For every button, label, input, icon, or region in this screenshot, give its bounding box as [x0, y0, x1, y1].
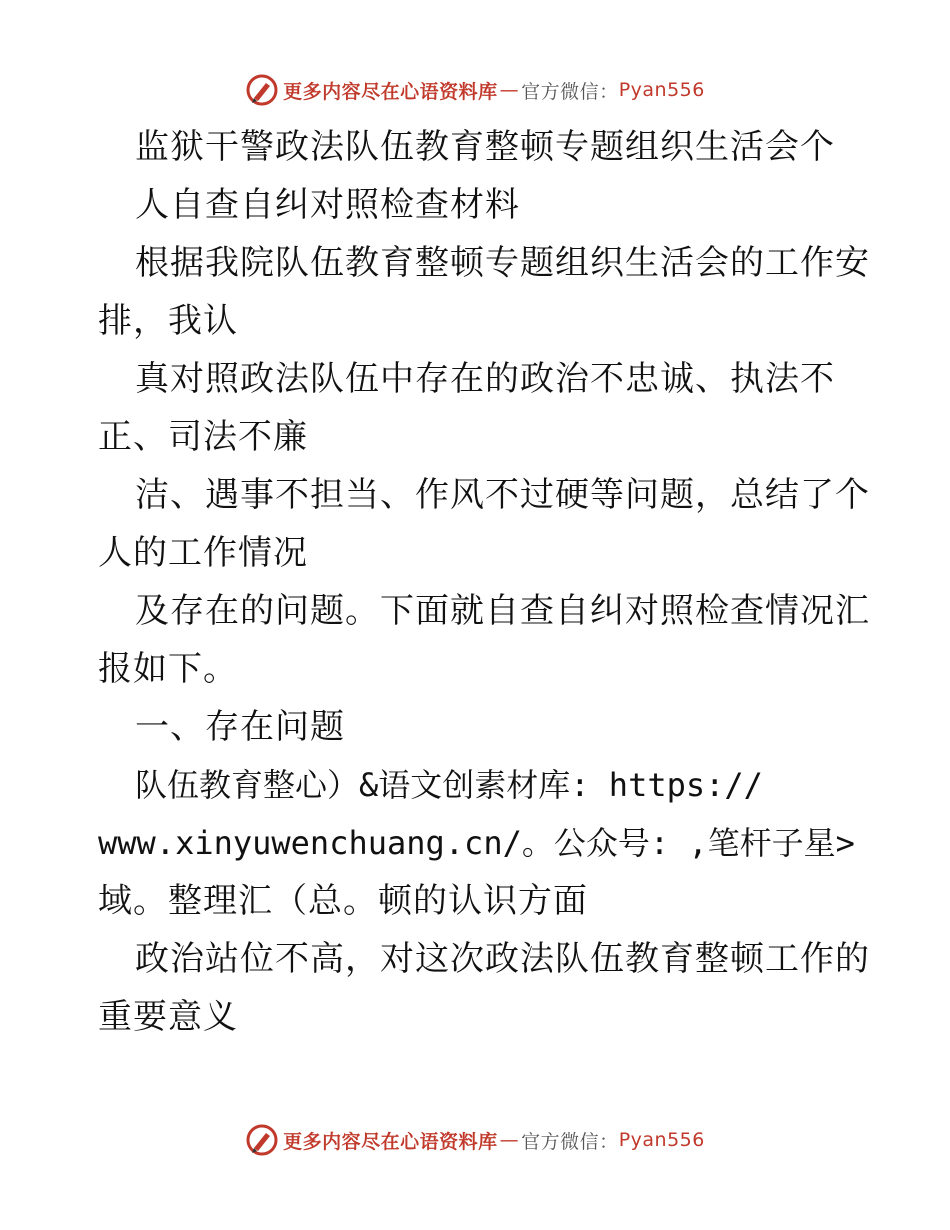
body-line: 政治站位不高，对这次政法队伍教育整顿工作的	[135, 939, 870, 979]
document-title-line-1: 监狱干警政法队伍教育整顿专题组织生活会个	[135, 127, 835, 167]
banner-slogan: 更多内容尽在心语资料库	[283, 80, 498, 103]
body-line: www.xinyuwenchuang.cn/。公众号: ,笔杆子星>	[98, 824, 855, 862]
body-line: 洁、遇事不担当、作风不过硬等问题，总结了个	[135, 475, 870, 515]
section-heading: 一、存在问题	[135, 707, 345, 747]
banner-separator: —	[499, 1129, 520, 1151]
body-line: 真对照政法队伍中存在的政治不忠诚、执法不	[135, 359, 835, 399]
body-line: 及存在的问题。下面就自查自纠对照检查情况汇	[135, 591, 870, 631]
body-line: 排，我认	[98, 301, 238, 341]
banner-slogan: 更多内容尽在心语资料库	[283, 1130, 498, 1153]
pen-logo-icon	[245, 1123, 279, 1157]
body-line: 队伍教育整心）&语文创素材库: https://	[135, 766, 763, 804]
body-line: 人的工作情况	[98, 533, 308, 573]
banner-wechat-id: Pyan556	[618, 79, 705, 101]
body-line: 域。整理汇（总。顿的认识方面	[98, 881, 588, 921]
banner-wechat-label: 官方微信：	[521, 80, 619, 103]
body-line: 根据我院队伍教育整顿专题组织生活会的工作安	[135, 243, 870, 283]
pen-logo-icon	[245, 73, 279, 107]
body-line: 重要意义	[98, 997, 238, 1037]
body-line: 报如下。	[98, 649, 238, 689]
footer-watermark-banner	[0, 1120, 950, 1160]
banner-separator: —	[499, 79, 520, 101]
banner-wechat-label: 官方微信：	[521, 1130, 619, 1153]
banner-wechat-id: Pyan556	[618, 1129, 705, 1151]
body-line: 正、司法不廉	[98, 417, 308, 457]
document-title-line-2: 人自查自纠对照检查材料	[135, 185, 520, 225]
header-watermark-banner	[0, 70, 950, 110]
